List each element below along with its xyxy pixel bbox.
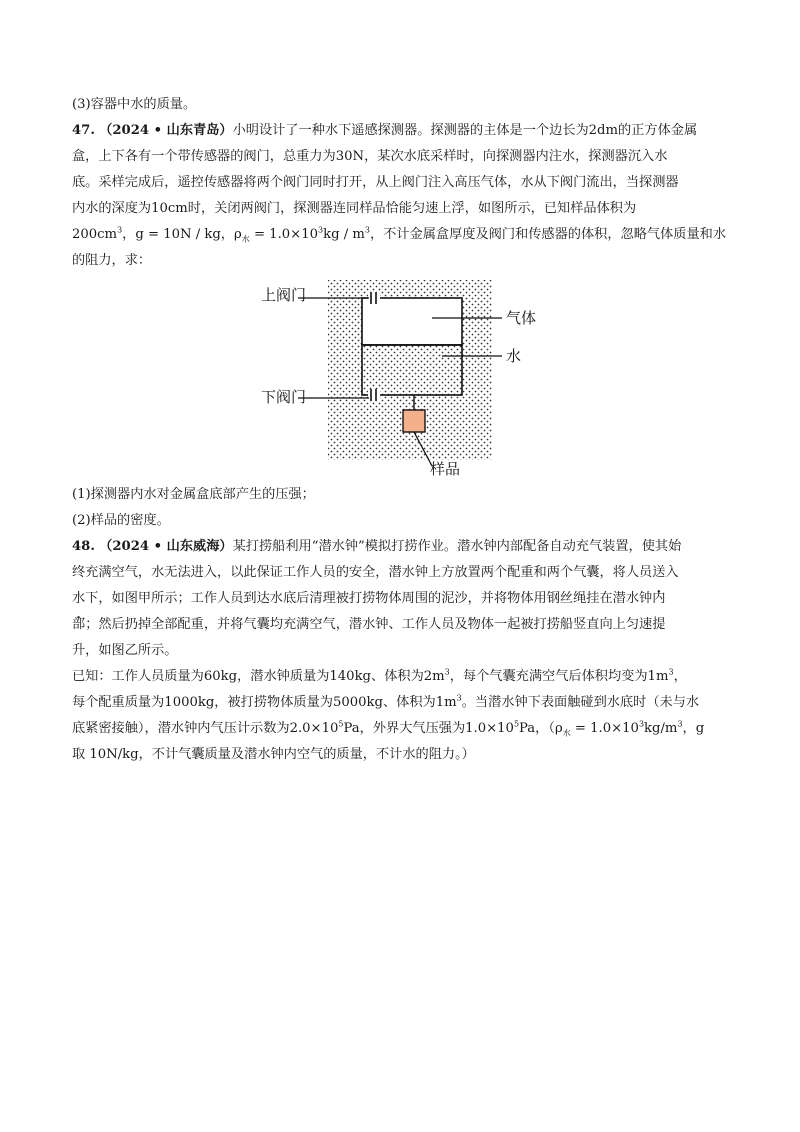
q48-line-1: [72, 534, 732, 560]
q48-line-4: 部；然后扔掉全部配重，并将气囊均充满空气，潜水钟、工作人员及物体一起被打捞船竖直向上匀速提: [72, 617, 666, 632]
q47-line-6: 的阻力，求：: [72, 253, 152, 268]
q48-line-6: 已知：工作人员质量为60kg，潜水钟质量为140kg、体积为$2m^3$，每个气囊充满空气后体积均变为$1m^3$，: [72, 667, 687, 684]
q47-line-1: [72, 118, 732, 144]
q48-text-1: 某打捞船利用“潜水钟”模拟打捞作业。潜水钟内部配备自动充气装置，使其始: [232, 539, 682, 554]
water-region: [362, 345, 462, 395]
q47-line-3: 底。采样完成后，遥控传感器将两个阀门同时打开，从上阀门注入高压气体，水从下阀门流出，当探测器: [72, 175, 679, 190]
emphasis-char: 部: [72, 617, 86, 632]
q47-line-4: 内水的深度为10cm时，关闭两阀门，探测器连同样品恰能匀速上浮，如图所示，已知样品体积为: [72, 201, 637, 216]
q47-source: （2024 • 山东青岛）: [99, 123, 233, 138]
label-lower-valve: 下阀门: [261, 388, 307, 406]
emphasis-char: 内: [652, 591, 666, 606]
q48-line-9: 取 10N/kg，不计气囊质量及潜水钟内空气的质量，不计水的阻力。）: [72, 747, 475, 762]
q47-line-2: 盒，上下各有一个带传感器的阀门，总重力为30N，某次水底采样时，向探测器内注水，探测器沉入水: [72, 149, 668, 164]
sample-block: [403, 410, 425, 432]
q46-subquestion-3: (3)容器中水的质量。: [72, 97, 197, 112]
q47-sub-1: (1)探测器内水对金属盒底部产生的压强；: [72, 487, 315, 502]
label-water: 水: [506, 347, 522, 365]
q47-sub-2: (2)样品的密度。: [72, 513, 170, 528]
q47-text-1: 小明设计了一种水下遥感探测器。探测器的主体是一个边长为2dm的正方体金属: [232, 123, 698, 138]
q47-number: 47.: [72, 123, 95, 138]
q48-line-2: 终充满空气，水无法进入，以此保证工作人员的安全，潜水钟上方放置两个配重和两个气囊，将人员送入: [72, 565, 679, 580]
q48-line-3: 水下，如图甲所示；工作人员到达水底后清理被打捞物体周围的泥沙，并将物体用钢丝绳挂在潜水钟内: [72, 591, 666, 606]
label-gas: 气体: [506, 309, 537, 327]
q47-line-5: $200cm^3$，g = 10N / kg，$\rho_水 = 1.0\times 10^3kg / m^3$，不计金属盒厚度及阀门和传感器的体积，忽略气体质量和水: [72, 225, 727, 244]
gas-region: [362, 298, 462, 345]
q48-line-7: 每个配重质量为1000kg，被打捞物体质量为5000kg、体积为$1m^3$。当潜水钟下表面触碰到水底时（未与水: [72, 693, 700, 710]
q48-source: （2024 • 山东威海）: [99, 539, 233, 554]
detector-diagram-svg: [72, 276, 732, 482]
label-upper-valve: 上阀门: [261, 286, 307, 304]
detector-diagram: [72, 276, 732, 482]
label-sample: 样品: [430, 460, 461, 478]
document-page: [72, 92, 732, 768]
q48-number: 48.: [72, 539, 95, 554]
q48-line-8: 底紧密接触），潜水钟内气压计示数为$2.0\times 10^5Pa$，外界大气压强为$1.0\times 10^5Pa$，（$\rho_水 = 1.0\times 10^3kg/m^3$，g: [72, 719, 705, 738]
q48-line-5: 升，如图乙所示。: [72, 643, 178, 658]
